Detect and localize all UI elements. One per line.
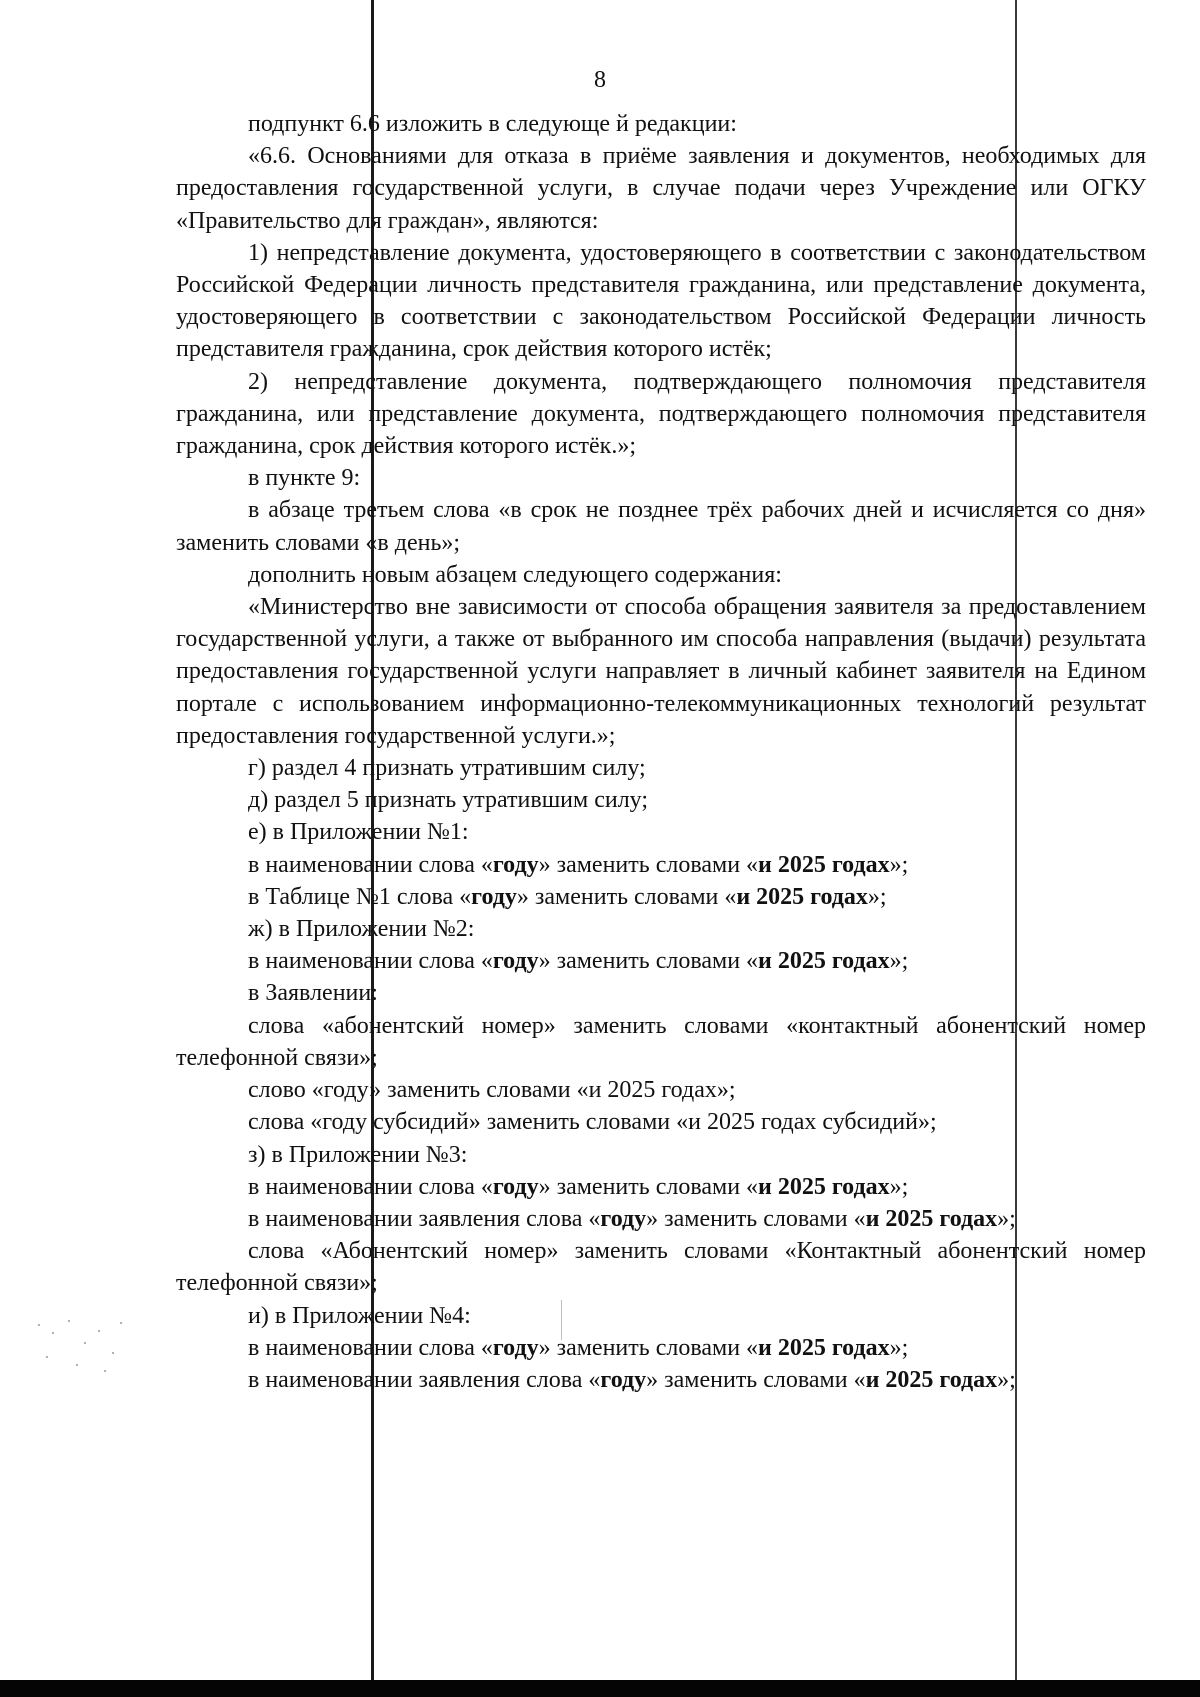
- text-fragment: в наименовании слова «: [248, 948, 493, 975]
- paragraph: г) раздел 4 признать утратившим силу;: [248, 755, 646, 782]
- bold-fragment: году: [492, 851, 539, 878]
- paragraph: слова «году субсидий» заменить словами «и 2025 годах субсидий»;: [248, 1109, 937, 1136]
- page-number: 8: [594, 67, 606, 93]
- text-fragment: в наименовании слова «: [248, 1334, 493, 1361]
- bold-fragment: и 2025 годах: [758, 1173, 890, 1200]
- paragraph: 1) непредставление документа, удостоверяющего в соответствии с законодательством Российской Федерации личность представителя гражданина, или представление документа, удостоверяющего в соответствии с законодательством Российской Федерации личность представителя гражданина, срок действия которого истёк;: [176, 239, 1146, 363]
- paragraph: ж) в Приложении №2:: [248, 916, 475, 943]
- text-fragment: » заменить словами «: [538, 948, 759, 975]
- text-fragment: в наименовании заявления слова «: [248, 1205, 601, 1232]
- paragraph: в пункте 9:: [248, 465, 361, 492]
- paragraph: [176, 945, 1146, 977]
- paragraph: [176, 1364, 1146, 1396]
- text-fragment: » заменить словами «: [516, 883, 737, 910]
- paragraph: [176, 1203, 1146, 1235]
- text-fragment: »;: [889, 1173, 909, 1200]
- bold-fragment: году: [600, 1366, 647, 1393]
- paragraph: слово «году» заменить словами «и 2025 годах»;: [248, 1077, 736, 1104]
- text-fragment: » заменить словами «: [646, 1366, 866, 1393]
- text-fragment: в наименовании слова «: [248, 851, 493, 878]
- paragraph: дополнить новым абзацем следующего содержания:: [248, 561, 782, 588]
- text-fragment: »;: [997, 1366, 1016, 1393]
- bold-fragment: году: [492, 1173, 539, 1200]
- paragraph: 2) непредставление документа, подтверждающего полномочия представителя гражданина, или представление документа, подтверждающего полномочия представителя гражданина, срок действия которого истёк.»;: [176, 368, 1146, 460]
- paragraph: и) в Приложении №4:: [248, 1302, 471, 1329]
- paragraph: подпункт 6.6 изложить в следующе й редакции:: [248, 111, 737, 137]
- text-fragment: » заменить словами «: [646, 1205, 866, 1232]
- paragraph: з) в Приложении №3:: [248, 1141, 468, 1168]
- paragraph: в Заявлении:: [248, 980, 378, 1007]
- text-fragment: »;: [867, 883, 887, 910]
- text-fragment: » заменить словами «: [538, 1334, 759, 1361]
- text-fragment: »;: [889, 948, 909, 975]
- bold-fragment: и 2025 годах: [865, 1366, 998, 1393]
- text-fragment: »;: [889, 1334, 909, 1361]
- paragraph: [176, 881, 1146, 913]
- paragraph: в абзаце третьем слова «в срок не позднее трёх рабочих дней и исчисляется со дня» заменить словами «в день»;: [176, 497, 1146, 556]
- paragraph: «6.6. Основаниями для отказа в приёме заявления и документов, необходимых для предоставления государственной услуги, в случае подачи через Учреждение или ОГКУ «Правительство для граждан», являются:: [176, 143, 1146, 234]
- text-fragment: » заменить словами «: [538, 851, 759, 878]
- text-fragment: в наименовании слова «: [248, 1173, 493, 1200]
- text-fragment: » заменить словами «: [538, 1173, 759, 1200]
- text-fragment: »;: [889, 851, 909, 878]
- bold-fragment: году: [492, 1334, 539, 1361]
- document-body: [176, 108, 1146, 1396]
- paragraph: [176, 849, 1146, 881]
- paragraph: слова «Абонентский номер» заменить словами «Контактный абонентский номер телефонной связи»;: [176, 1238, 1146, 1297]
- paragraph: [176, 1332, 1146, 1364]
- bold-fragment: году: [600, 1205, 647, 1232]
- bold-fragment: году: [471, 883, 517, 910]
- paragraph: е) в Приложении №1:: [248, 819, 469, 846]
- text-fragment: в наименовании заявления слова «: [248, 1366, 601, 1393]
- bold-fragment: году: [492, 948, 539, 975]
- bold-fragment: и 2025 годах: [736, 883, 868, 910]
- bold-fragment: и 2025 годах: [758, 1334, 890, 1361]
- paragraph: слова «абонентский номер» заменить словами «контактный абонентский номер телефонной связи»;: [176, 1012, 1146, 1071]
- scan-speckles: [28, 1312, 128, 1382]
- bold-fragment: и 2025 годах: [758, 851, 890, 878]
- paragraph: «Министерство вне зависимости от способа обращения заявителя за предоставлением государственной услуги, а также от выбранного им способа направления (выдачи) результата предоставления государственной услуги направляет в личный кабинет заявителя на Едином портале с использованием информационно-телекоммуникационных технологий результат предоставления государственной услуги.»;: [176, 594, 1146, 749]
- text-fragment: в Таблице №1 слова «: [248, 883, 472, 910]
- paragraph: д) раздел 5 признать утратившим силу;: [248, 787, 649, 814]
- bold-fragment: и 2025 годах: [865, 1205, 998, 1232]
- scan-bottom-edge: [0, 1680, 1200, 1697]
- bold-fragment: и 2025 годах: [758, 948, 890, 975]
- paragraph: [176, 1171, 1146, 1203]
- text-fragment: »;: [997, 1205, 1016, 1232]
